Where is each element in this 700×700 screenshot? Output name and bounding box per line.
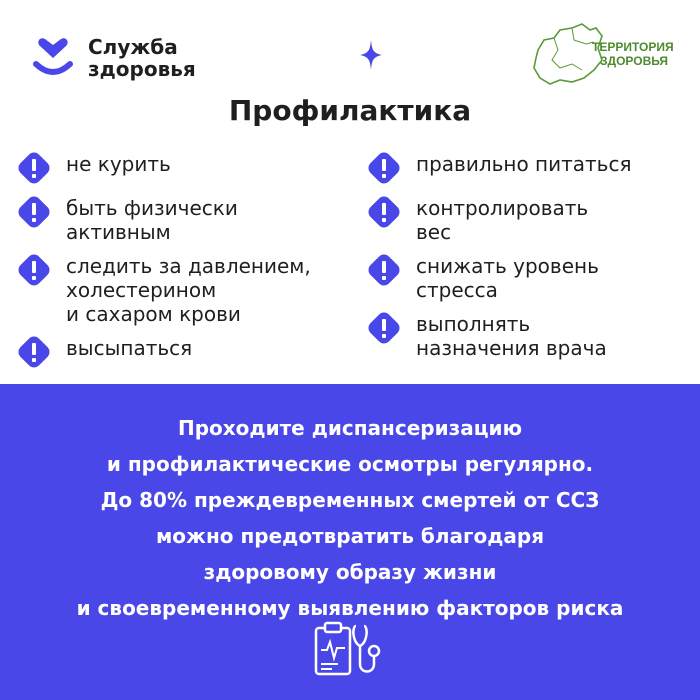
tip-text: быть физически активным <box>66 196 238 244</box>
tip-item <box>366 252 686 302</box>
tips-left-column <box>16 150 356 378</box>
info-banner <box>0 384 700 700</box>
territoriya-zdorovya-logo <box>524 20 684 92</box>
exclamation-badge-icon <box>366 194 402 230</box>
tip-item <box>16 252 356 326</box>
sluzhba-zdorovya-logo <box>30 36 196 80</box>
tip-text: не курить <box>66 152 171 176</box>
exclamation-badge-icon <box>16 150 52 186</box>
tip-item <box>366 150 686 186</box>
exclamation-badge-icon <box>366 252 402 288</box>
banner-line: и профилактические осмотры регулярно. <box>106 452 594 476</box>
exclamation-badge-icon <box>366 310 402 346</box>
sparkle-icon <box>360 40 382 70</box>
tip-text: высыпаться <box>66 336 193 360</box>
banner-line: До 80% преждевременных смертей от ССЗ <box>100 488 600 512</box>
tip-item <box>16 150 356 186</box>
brand-name <box>88 36 196 80</box>
exclamation-badge-icon <box>16 334 52 370</box>
exclamation-badge-icon <box>16 194 52 230</box>
banner-line: здоровому образу жизни <box>203 560 497 584</box>
brand-line-2: здоровья <box>88 57 196 81</box>
tips-right-column <box>366 150 686 368</box>
tip-item <box>366 310 686 360</box>
territory-line-2: ЗДОРОВЬЯ <box>600 54 669 68</box>
page-title: Профилактика <box>228 94 472 127</box>
banner-message <box>0 410 700 626</box>
tip-text: контролировать вес <box>416 196 589 244</box>
exclamation-badge-icon <box>366 150 402 186</box>
tip-item <box>366 194 686 244</box>
tip-item <box>16 334 356 370</box>
territory-text <box>592 40 674 68</box>
exclamation-badge-icon <box>16 252 52 288</box>
brand-line-1: Служба <box>88 35 178 59</box>
medical-clipboard-stethoscope-icon <box>310 620 390 680</box>
tip-item <box>16 194 356 244</box>
banner-line: и своевременному выявлению факторов риска <box>76 596 624 620</box>
tip-text: снижать уровень стресса <box>416 254 599 302</box>
banner-line: Проходите диспансеризацию <box>177 416 523 440</box>
tip-text: следить за давлением, холестерином и сахаром крови <box>66 254 311 326</box>
tip-text: выполнять назначения врача <box>416 312 607 360</box>
tip-text: правильно питаться <box>416 152 632 176</box>
heart-smile-icon <box>30 36 76 80</box>
banner-line: можно предотвратить благодаря <box>155 524 545 548</box>
territory-line-1: ТЕРРИТОРИЯ <box>592 40 674 54</box>
